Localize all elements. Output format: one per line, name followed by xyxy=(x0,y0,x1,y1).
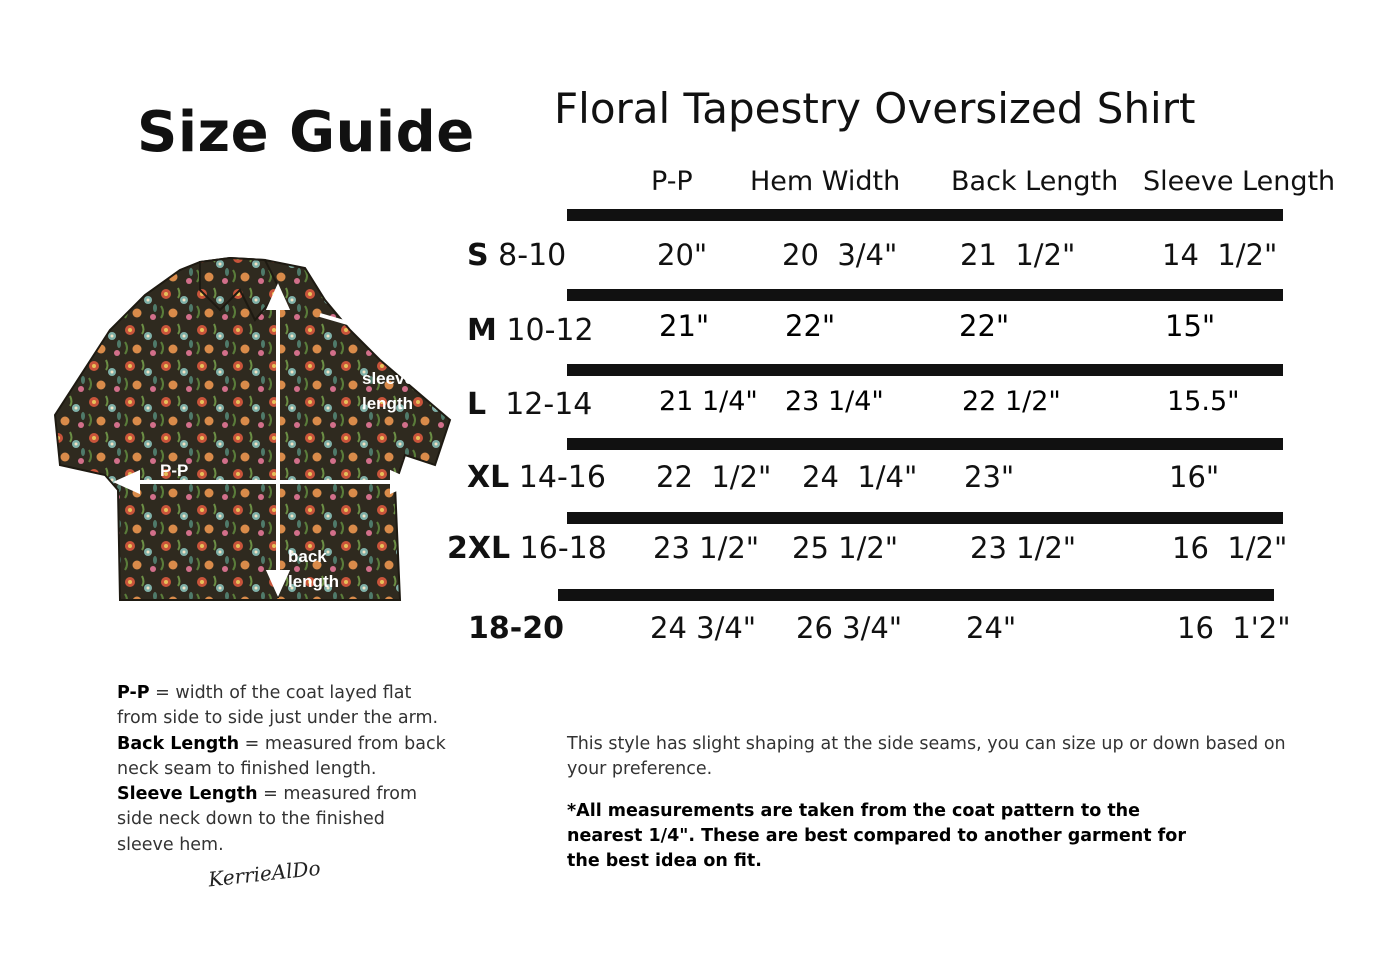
back-label-line2: length xyxy=(288,572,339,591)
cell-back-length: 22 1/2" xyxy=(962,386,1061,417)
column-header-pp: P-P xyxy=(651,166,693,197)
column-header-sleeve-length: Sleeve Length xyxy=(1143,166,1336,197)
cell-hem-width: 25 1/2" xyxy=(792,531,899,565)
cell-hem-width: 23 1/4" xyxy=(785,386,884,417)
table-divider xyxy=(567,512,1283,524)
cell-pp: 21 1/4" xyxy=(659,386,758,417)
column-header-hem-width: Hem Width xyxy=(750,166,901,197)
cell-sleeve-length: 16 1/2" xyxy=(1172,531,1288,565)
cell-hem-width: 24 1/4" xyxy=(802,460,918,494)
table-row xyxy=(0,611,1390,651)
product-title: Floral Tapestry Oversized Shirt xyxy=(554,84,1196,133)
signature-text: KerrieAlDo xyxy=(207,855,322,892)
cell-hem-width: 20 3/4" xyxy=(782,238,898,272)
size-label: M 10-12 xyxy=(467,313,594,348)
cell-hem-width: 26 3/4" xyxy=(796,611,903,645)
size-label: S 8-10 xyxy=(467,238,567,273)
cell-back-length: 21 1/2" xyxy=(960,238,1076,272)
legend-sleeve-length: Sleeve Length = measured from side neck down to the finished sleeve hem. xyxy=(117,784,418,855)
cell-pp: 22 1/2" xyxy=(656,460,772,494)
column-header-back-length: Back Length xyxy=(951,166,1119,197)
table-divider xyxy=(567,209,1283,221)
table-divider xyxy=(567,289,1283,301)
legend-pp: P-P = width of the coat layed flat from side to side just under the arm. xyxy=(117,683,439,729)
cell-back-length: 24" xyxy=(966,611,1017,645)
legend-back-length: Back Length = measured from back neck seam to finished length. xyxy=(117,733,446,779)
measurements-note: *All measurements are taken from the coat pattern to the nearest 1/4". These are best compared to another garment for the best idea on fit. xyxy=(567,801,1186,871)
table-divider xyxy=(558,589,1274,601)
cell-sleeve-length: 15.5" xyxy=(1167,386,1240,417)
shirt-illustration xyxy=(50,250,460,610)
size-label: L 12-14 xyxy=(467,387,593,422)
cell-back-length: 23" xyxy=(964,460,1015,494)
cell-pp: 24 3/4" xyxy=(650,611,757,645)
cell-sleeve-length: 16 1'2" xyxy=(1177,611,1291,645)
cell-pp: 23 1/2" xyxy=(653,531,760,565)
cell-sleeve-length: 15" xyxy=(1165,309,1216,343)
signature-logo xyxy=(206,848,322,898)
cell-sleeve-length: 16" xyxy=(1169,460,1220,494)
back-label-line1: back xyxy=(288,547,327,566)
cell-back-length: 23 1/2" xyxy=(970,531,1077,565)
shaping-note: This style has slight shaping at the side seams, you can size up or down based on your preference. xyxy=(567,734,1286,779)
size-label: 2XL 16-18 xyxy=(447,531,607,566)
sleeve-label-line2: length xyxy=(362,394,413,413)
table-divider xyxy=(567,438,1283,450)
measurement-legend xyxy=(117,681,447,858)
cell-back-length: 22" xyxy=(959,309,1010,343)
cell-sleeve-length: 14 1/2" xyxy=(1162,238,1278,272)
page-title: Size Guide xyxy=(137,100,475,165)
cell-pp: 20" xyxy=(657,238,708,272)
size-label: 18-20 xyxy=(468,611,564,646)
pp-label: P-P xyxy=(160,461,189,480)
size-label: XL 14-16 xyxy=(467,460,606,495)
sleeve-label-line1: sleeve xyxy=(362,369,414,388)
table-divider xyxy=(567,364,1283,376)
cell-hem-width: 22" xyxy=(785,309,836,343)
cell-pp: 21" xyxy=(659,309,710,343)
